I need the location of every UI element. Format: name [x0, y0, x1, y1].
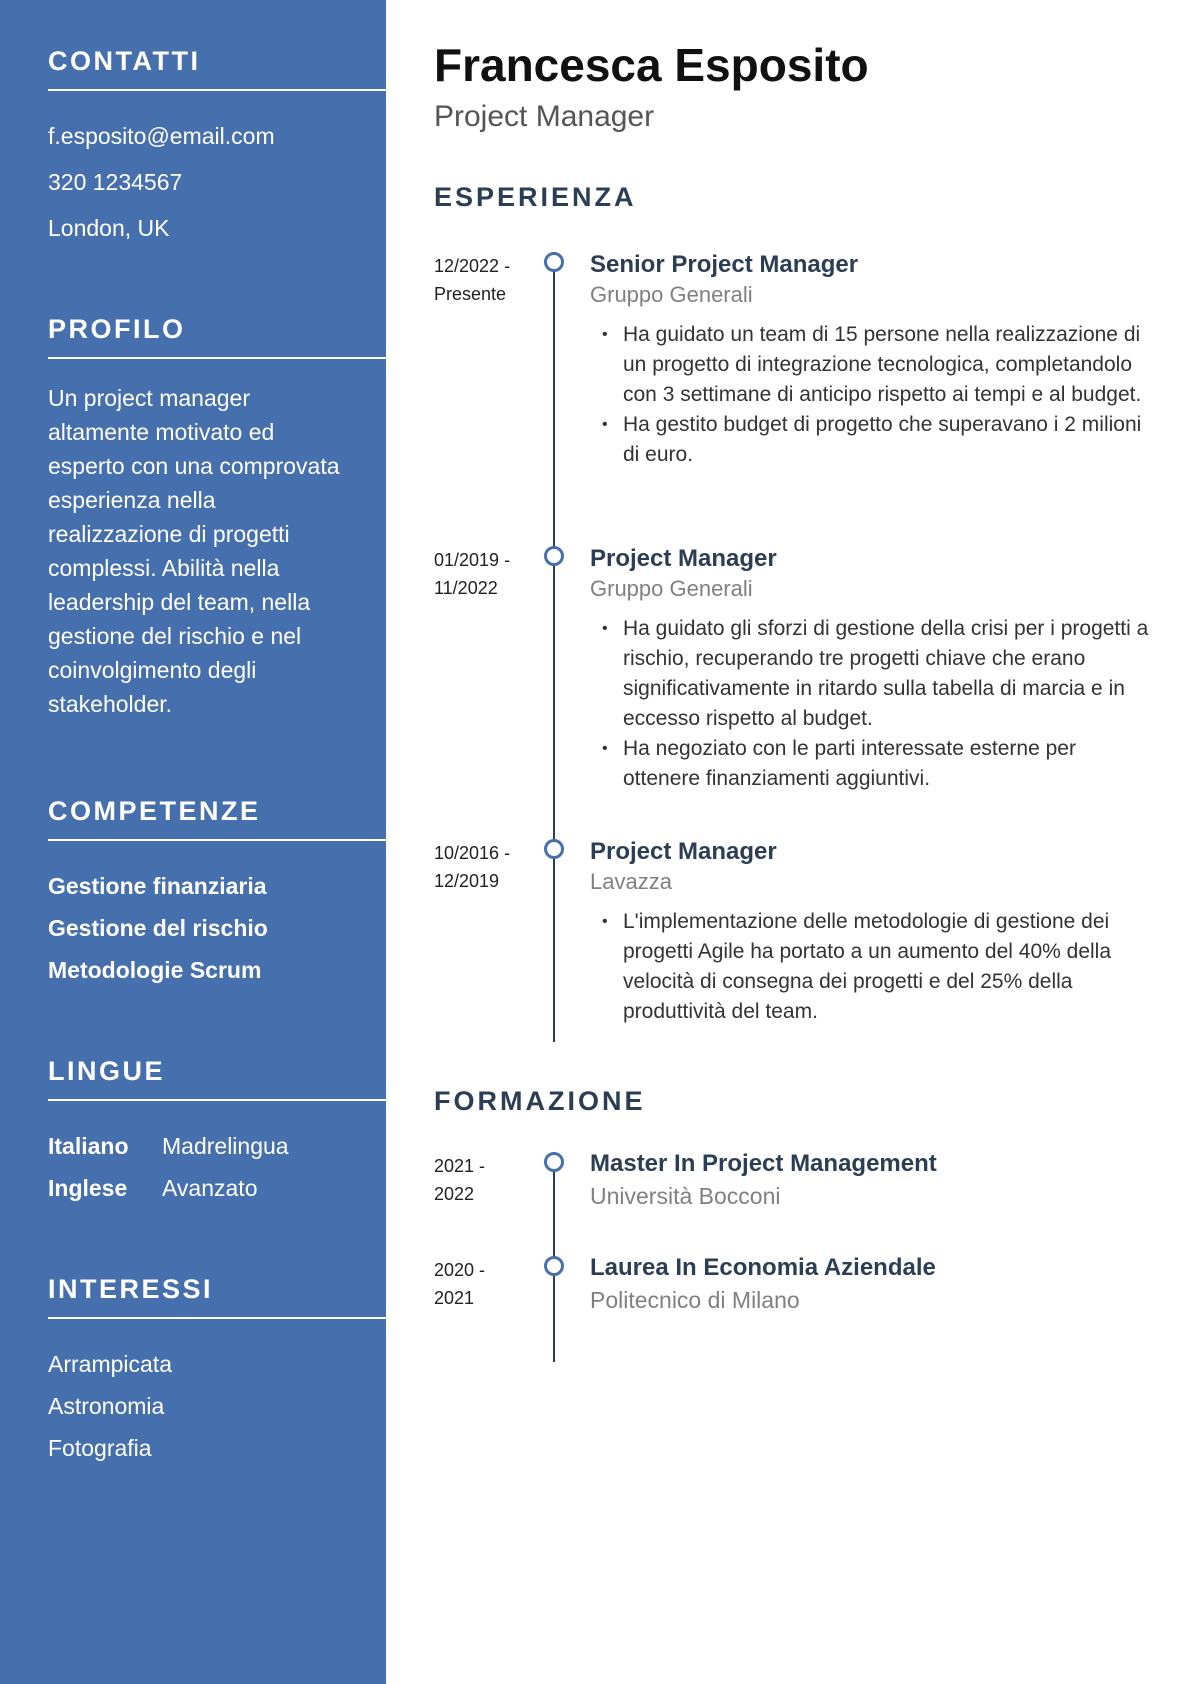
experience-content [590, 544, 1150, 794]
achievement-item: • Ha guidato gli sforzi di gestione della crisi per i progetti a rischio, recuperando tre progetti chiave che erano significativamente in ritardo sulla tabella di marcia e in eccesso rispetto al budget. [590, 614, 1150, 734]
interest-item: Arrampicata [48, 1351, 172, 1377]
date-start: 10/2016 - [434, 843, 511, 863]
language-name: Italiano [48, 1133, 129, 1159]
date-start: 2020 - [434, 1260, 486, 1280]
education-date [434, 1152, 534, 1208]
skill-item: Gestione del rischio [48, 915, 268, 941]
experience-date [434, 546, 534, 602]
languages-section [48, 1056, 386, 1209]
skill-item: Metodologie Scrum [48, 957, 262, 983]
achievement-item: • L'implementazione delle metodologie di gestione dei progetti Agile ha portato a un aumento del 40% della velocità di consegna dei progetti e del 25% della produttività del team. [590, 907, 1150, 1027]
interests-list [48, 1343, 386, 1469]
job-title: Project Manager [590, 838, 777, 865]
timeline-dot-icon [544, 1152, 564, 1172]
contacts-list [48, 113, 386, 251]
date-end: 2022 [434, 1184, 475, 1204]
experience-content [590, 837, 1150, 1027]
education-content [590, 1148, 1150, 1212]
achievements-list [590, 320, 1150, 470]
date-end: 11/2022 [434, 578, 498, 598]
job-title: Project Manager [590, 545, 777, 572]
language-row [48, 1167, 386, 1209]
degree-title: Master In Project Management [590, 1150, 937, 1177]
experience-timeline-line [553, 262, 555, 1042]
experience-content [590, 250, 1150, 470]
school-name: Politecnico di Milano [590, 1287, 800, 1313]
timeline-dot-icon [544, 546, 564, 566]
date-end: Presente [434, 284, 507, 304]
timeline-dot-icon [544, 839, 564, 859]
education-content [590, 1252, 1150, 1316]
languages-list [48, 1125, 386, 1209]
date-start: 12/2022 - [434, 256, 511, 276]
contacts-heading: CONTATTI [48, 46, 386, 91]
contacts-section [48, 46, 386, 251]
profile-heading: PROFILO [48, 314, 386, 359]
experience-heading: ESPERIENZA [434, 182, 637, 212]
date-start: 01/2019 - [434, 550, 511, 570]
contact-phone[interactable]: 320 1234567 [48, 169, 183, 195]
achievements-list [590, 907, 1150, 1027]
date-end: 2021 [434, 1288, 475, 1308]
language-row [48, 1125, 386, 1167]
interests-section [48, 1274, 386, 1469]
date-end: 12/2019 [434, 871, 500, 891]
skills-section [48, 796, 386, 991]
achievement-item: • Ha guidato un team di 15 persone nella realizzazione di un progetto di integrazione tecnologica, completandolo con 3 settimane di anticipo rispetto ai tempi e al budget. [590, 320, 1150, 410]
achievement-item: • Ha negoziato con le parti interessate esterne per ottenere finanziamenti aggiuntivi. [590, 734, 1150, 794]
timeline-dot-icon [544, 252, 564, 272]
education-date [434, 1256, 534, 1312]
company-name: Gruppo Generali [590, 576, 753, 601]
language-name: Inglese [48, 1175, 128, 1201]
experience-date [434, 839, 534, 895]
sidebar [0, 0, 386, 1684]
interest-item: Fotografia [48, 1435, 152, 1461]
interests-heading: INTERESSI [48, 1274, 386, 1319]
achievement-item: • Ha gestito budget di progetto che superavano i 2 milioni di euro. [590, 410, 1150, 470]
language-level: Madrelingua [162, 1133, 289, 1159]
interest-item: Astronomia [48, 1393, 165, 1419]
candidate-name: Francesca Esposito [434, 39, 869, 91]
experience-date [434, 252, 534, 308]
degree-title: Laurea In Economia Aziendale [590, 1254, 936, 1281]
contact-email[interactable]: f.esposito@email.com [48, 123, 275, 149]
date-start: 2021 - [434, 1156, 486, 1176]
company-name: Gruppo Generali [590, 282, 753, 307]
education-heading: FORMAZIONE [434, 1086, 646, 1116]
candidate-role: Project Manager [434, 100, 655, 133]
contact-location: London, UK [48, 215, 170, 241]
profile-text: Un project manager altamente motivato ed esperto con una comprovata esperienza nella realizzazione di progetti complessi. Abilità nella leadership del team, nella gestione del rischio e nel coinvolgimento degli stakeholder. [48, 385, 340, 717]
achievements-list [590, 614, 1150, 794]
main-content [434, 0, 1154, 1684]
skills-heading: COMPETENZE [48, 796, 386, 841]
skill-item: Gestione finanziaria [48, 873, 267, 899]
company-name: Lavazza [590, 869, 672, 894]
school-name: Università Bocconi [590, 1183, 781, 1209]
timeline-dot-icon [544, 1256, 564, 1276]
language-level: Avanzato [162, 1175, 258, 1201]
profile-section [48, 314, 386, 721]
languages-heading: LINGUE [48, 1056, 386, 1101]
skills-list [48, 865, 386, 991]
job-title: Senior Project Manager [590, 251, 859, 278]
